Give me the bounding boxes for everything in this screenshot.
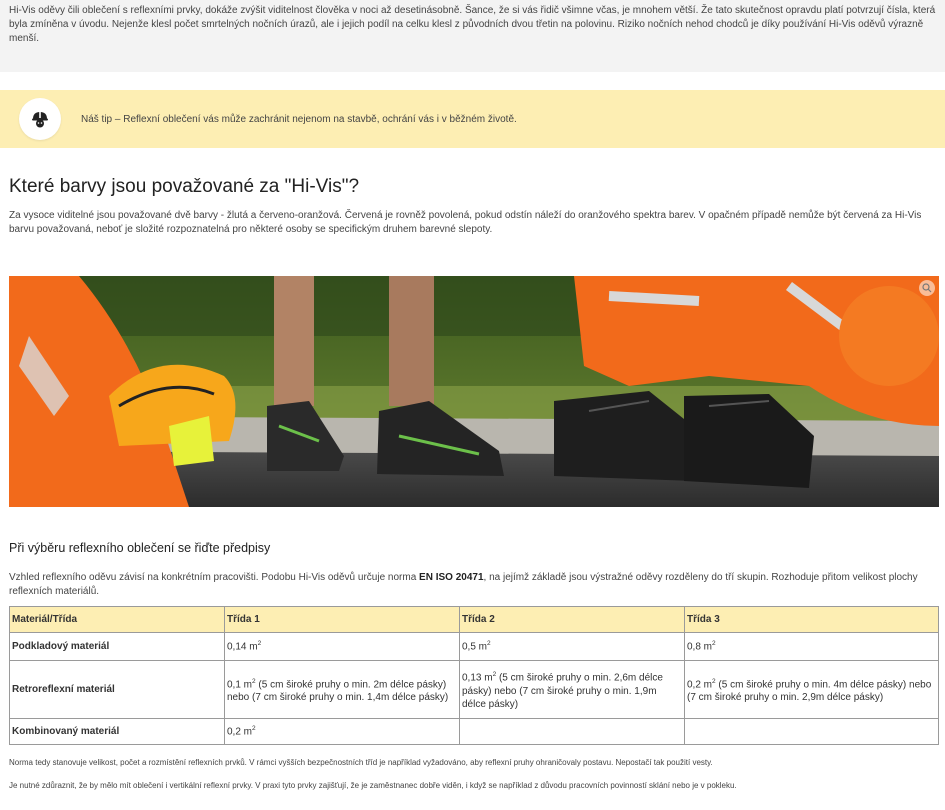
table-cell-label: Retroreflexní materiál <box>10 661 225 719</box>
table-header: Třída 3 <box>685 607 939 633</box>
worker-helmet-icon <box>30 109 50 129</box>
norm-name: EN ISO 20471 <box>419 572 484 583</box>
section-heading-colors: Které barvy jsou považované za "Hi-Vis"? <box>9 176 360 197</box>
table-cell: 0,2 $m^2$ <box>225 719 460 745</box>
table-header-row <box>10 607 939 633</box>
section-text-regulations: Vzhled reflexního oděvu závisí na konkrétním pracovišti. Podobu Hi-Vis oděvů určuje norma EN ISO 20471, na jejímž základě jsou výstražné oděvy rozděleny do tří skupin. Rozhoduje přitom velikost plochy reflexních materiálů. <box>9 572 918 597</box>
note-text: Je nutné zdůraznit, že by mělo mít oblečení i vertikální reflexní prvky. V praxi tyto prvky zajišťují, že je zaměstnanec dobře viděn, i když se například z důvodu pracovních povinností sklání nebo je v pokleku. <box>9 781 737 790</box>
section-heading-regulations: Při výběru reflexního oblečení se řiďte předpisy <box>9 541 271 555</box>
intro-section <box>0 0 945 72</box>
table-cell: 0,5 $m^2$ <box>460 633 685 661</box>
table-cell <box>460 719 685 745</box>
table-cell <box>685 719 939 745</box>
table-row <box>10 719 939 745</box>
table-cell-label: Podkladový materiál <box>10 633 225 661</box>
table-cell: 0,1 $m^2$ (5 cm široké pruhy o min. 2m délce pásky) nebo (7 cm široké pruhy o min. 1,4m délce pásky) <box>225 661 460 719</box>
table-cell: 0,14 $m^2$ <box>225 633 460 661</box>
hero-photo <box>9 276 939 507</box>
section-text-colors: Za vysoce viditelné jsou považované dvě barvy - žlutá a červeno-oranžová. Červená je rovněž povolená, pokud odstín náleží do oranžového spektra barev. V opačném případě nemůže být červená za Hi-Vis barvu považovaná, neboť je složité rozpoznatelná pro některé osoby se specifickým druhem barevné slepoty. <box>9 210 922 235</box>
table-header: Třída 1 <box>225 607 460 633</box>
table-header: Materiál/Třída <box>10 607 225 633</box>
table-cell-label: Kombinovaný materiál <box>10 719 225 745</box>
tip-badge <box>19 98 61 140</box>
note-text: Norma tedy stanovuje velikost, počet a rozmístění reflexních prvků. V rámci vyšších bezpečnostních tříd je například vyžadováno, aby reflexní pruhy ohraničovaly postavu. Nepostačí tak použití vesty. <box>9 758 713 767</box>
table-cell: 0,13 $m^2$ (5 cm široké pruhy o min. 2,6m délce pásky) nebo (7 cm široké pruhy o min. 1,9m délce pásky) <box>460 661 685 719</box>
table-header: Třída 2 <box>460 607 685 633</box>
table-row <box>10 661 939 719</box>
reflective-classes-table <box>9 606 939 745</box>
tip-banner <box>0 90 945 148</box>
tip-text: Náš tip – Reflexní oblečení vás může zachránit nejenom na stavbě, ochrání vás i v běžném životě. <box>81 113 517 125</box>
table-cell: 0,2 $m^2$ (5 cm široké pruhy o min. 4m délce pásky) nebo (7 cm široké pruhy o min. 2,9m délce pásky) <box>685 661 939 719</box>
zoom-icon[interactable] <box>919 280 935 296</box>
workers-boots-illustration <box>9 276 939 507</box>
table-cell: 0,8 $m^2$ <box>685 633 939 661</box>
intro-text: Hi-Vis oděvy čili oblečení s reflexními prvky, dokáže zvýšit viditelnost člověka v noci až desetinásobně. Šance, že si vás řidič všimne včas, je mnohem větší. Že tato skutečnost opravdu platí potvrzují čísla, která byla zmíněna v úvodu. Nejenže klesl počet smrtelných nočních úrazů, ale i jejich podíl na celku klesl z původních dvou třetin na polovinu. Riziko nočních nehod chodců je díky používání Hi-Vis oděvů výrazně menší. <box>9 5 936 44</box>
table-row <box>10 633 939 661</box>
